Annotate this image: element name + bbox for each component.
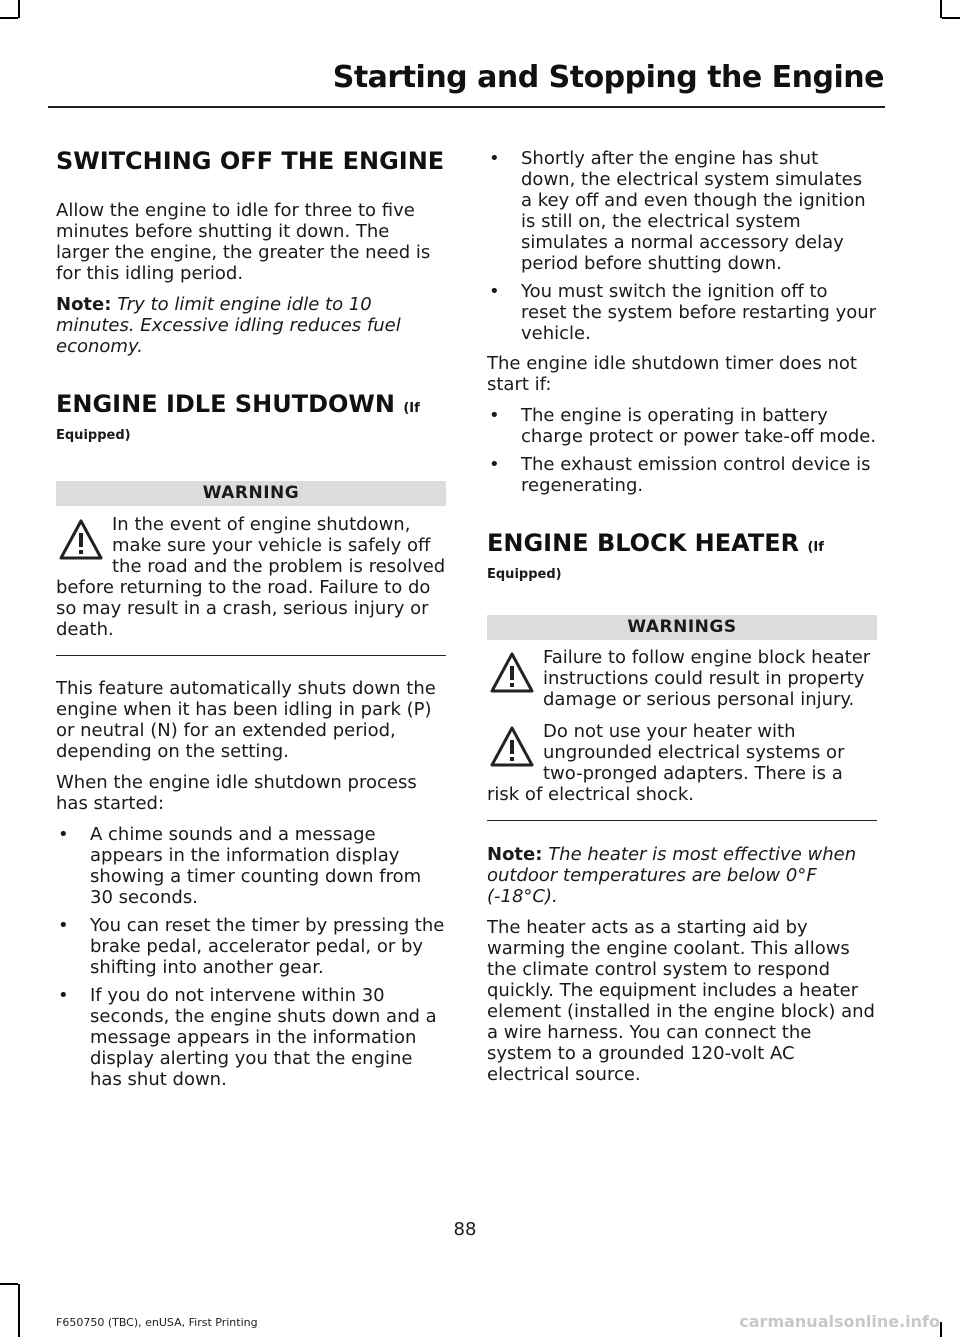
warning-triangle-icon	[487, 649, 537, 697]
crop-mark	[940, 0, 942, 18]
paragraph: This feature automatically shuts down the engine when it has been idling in park (P) or neutral (N) for an extended period, depending on the setting.	[56, 678, 436, 762]
print-footer: F650750 (TBC), enUSA, First Printing	[56, 1316, 258, 1329]
heading-equipped: Equipped)	[56, 428, 131, 443]
page-header-title: Starting and Stopping the Engine	[332, 60, 884, 95]
warning-body	[56, 514, 446, 640]
warning-text: In the event of engine shutdown, make sure your vehicle is safely off the road and the problem is resolved before returning to the road. Failure to do so may result in a crash, serious injury or death.	[56, 514, 446, 640]
heading-text: ENGINE IDLE SHUTDOWN	[56, 390, 395, 418]
list-item: • You must switch the ignition off to reset the system before restarting your vehicle.	[487, 281, 877, 344]
heading-text: ENGINE BLOCK HEATER	[487, 529, 800, 557]
crop-mark	[940, 1322, 942, 1337]
right-column	[487, 140, 877, 1085]
list-item: • A chime sounds and a message appears in the information display showing a timer counting down from 30 seconds.	[56, 824, 446, 908]
bullet-list	[487, 148, 877, 344]
heading-suffix: (If	[403, 401, 420, 416]
note-text: The heater is most effective when outdoor temperatures are below 0°F (-18°C).	[487, 844, 857, 907]
section-heading-switching-off: SWITCHING OFF THE ENGINE	[56, 147, 445, 175]
crop-mark	[0, 17, 18, 19]
paragraph: When the engine idle shutdown process has started:	[56, 772, 417, 814]
page-number: 88	[453, 1219, 477, 1240]
paragraph: The heater acts as a starting aid by warming the engine coolant. This allows the climate control system to respond quickly. The equipment includes a heater element (installed in the engine block) and a wire harness. You can connect the system to a grounded 120-volt AC electrical source.	[487, 917, 875, 1085]
warning-rule	[56, 655, 446, 656]
note-label: Note:	[56, 294, 112, 315]
list-item: • If you do not intervene within 30 seconds, the engine shuts down and a message appears in the information display alerting you that the engine has shut down.	[56, 985, 446, 1090]
note-label: Note:	[487, 844, 543, 865]
note-text: Try to limit engine idle to 10 minutes. Excessive idling reduces fuel economy.	[56, 294, 401, 357]
note	[56, 294, 446, 357]
warning-text: Failure to follow engine block heater instructions could result in property damage or serious personal injury.	[543, 647, 871, 710]
warning-label: WARNING	[56, 481, 446, 506]
warning-text: Do not use your heater with ungrounded electrical systems or two-pronged adapters. There is a risk of electrical shock.	[487, 721, 845, 805]
section-heading-block-heater	[487, 528, 877, 563]
list-item: • Shortly after the engine has shut down, the electrical system simulates a key off and even though the ignition is still on, the electrical system simulates a normal accessory delay period before shutting down.	[487, 148, 877, 274]
crop-mark	[0, 1283, 18, 1285]
crop-mark	[942, 17, 960, 19]
header-rule	[48, 106, 885, 108]
warning-triangle-icon	[487, 723, 537, 771]
warning-rule	[487, 820, 877, 821]
warning-body	[487, 721, 877, 805]
warnings-box	[487, 615, 877, 821]
list-item: • The exhaust emission control device is regenerating.	[487, 454, 877, 496]
warnings-label: WARNINGS	[487, 615, 877, 640]
bullet-list	[487, 405, 877, 496]
list-item: • You can reset the timer by pressing the brake pedal, accelerator pedal, or by shifting into another gear.	[56, 915, 446, 978]
note	[487, 844, 877, 907]
warning-triangle-icon	[56, 516, 106, 564]
watermark: carmanualsonline.info	[739, 1312, 940, 1331]
heading-suffix: (If	[807, 540, 824, 555]
paragraph: Allow the engine to idle for three to five minutes before shutting it down. The larger the engine, the greater the need is for this idling period.	[56, 200, 431, 284]
paragraph: The engine idle shutdown timer does not start if:	[487, 353, 857, 395]
bullet-list	[56, 824, 446, 1090]
heading-equipped: Equipped)	[487, 567, 562, 582]
warning-box	[56, 481, 446, 656]
section-heading-idle-shutdown	[56, 389, 446, 424]
crop-mark	[18, 1284, 20, 1337]
left-column	[56, 140, 446, 1090]
warning-body	[487, 647, 877, 710]
list-item: • The engine is operating in battery charge protect or power take-off mode.	[487, 405, 877, 447]
crop-mark	[18, 0, 20, 18]
